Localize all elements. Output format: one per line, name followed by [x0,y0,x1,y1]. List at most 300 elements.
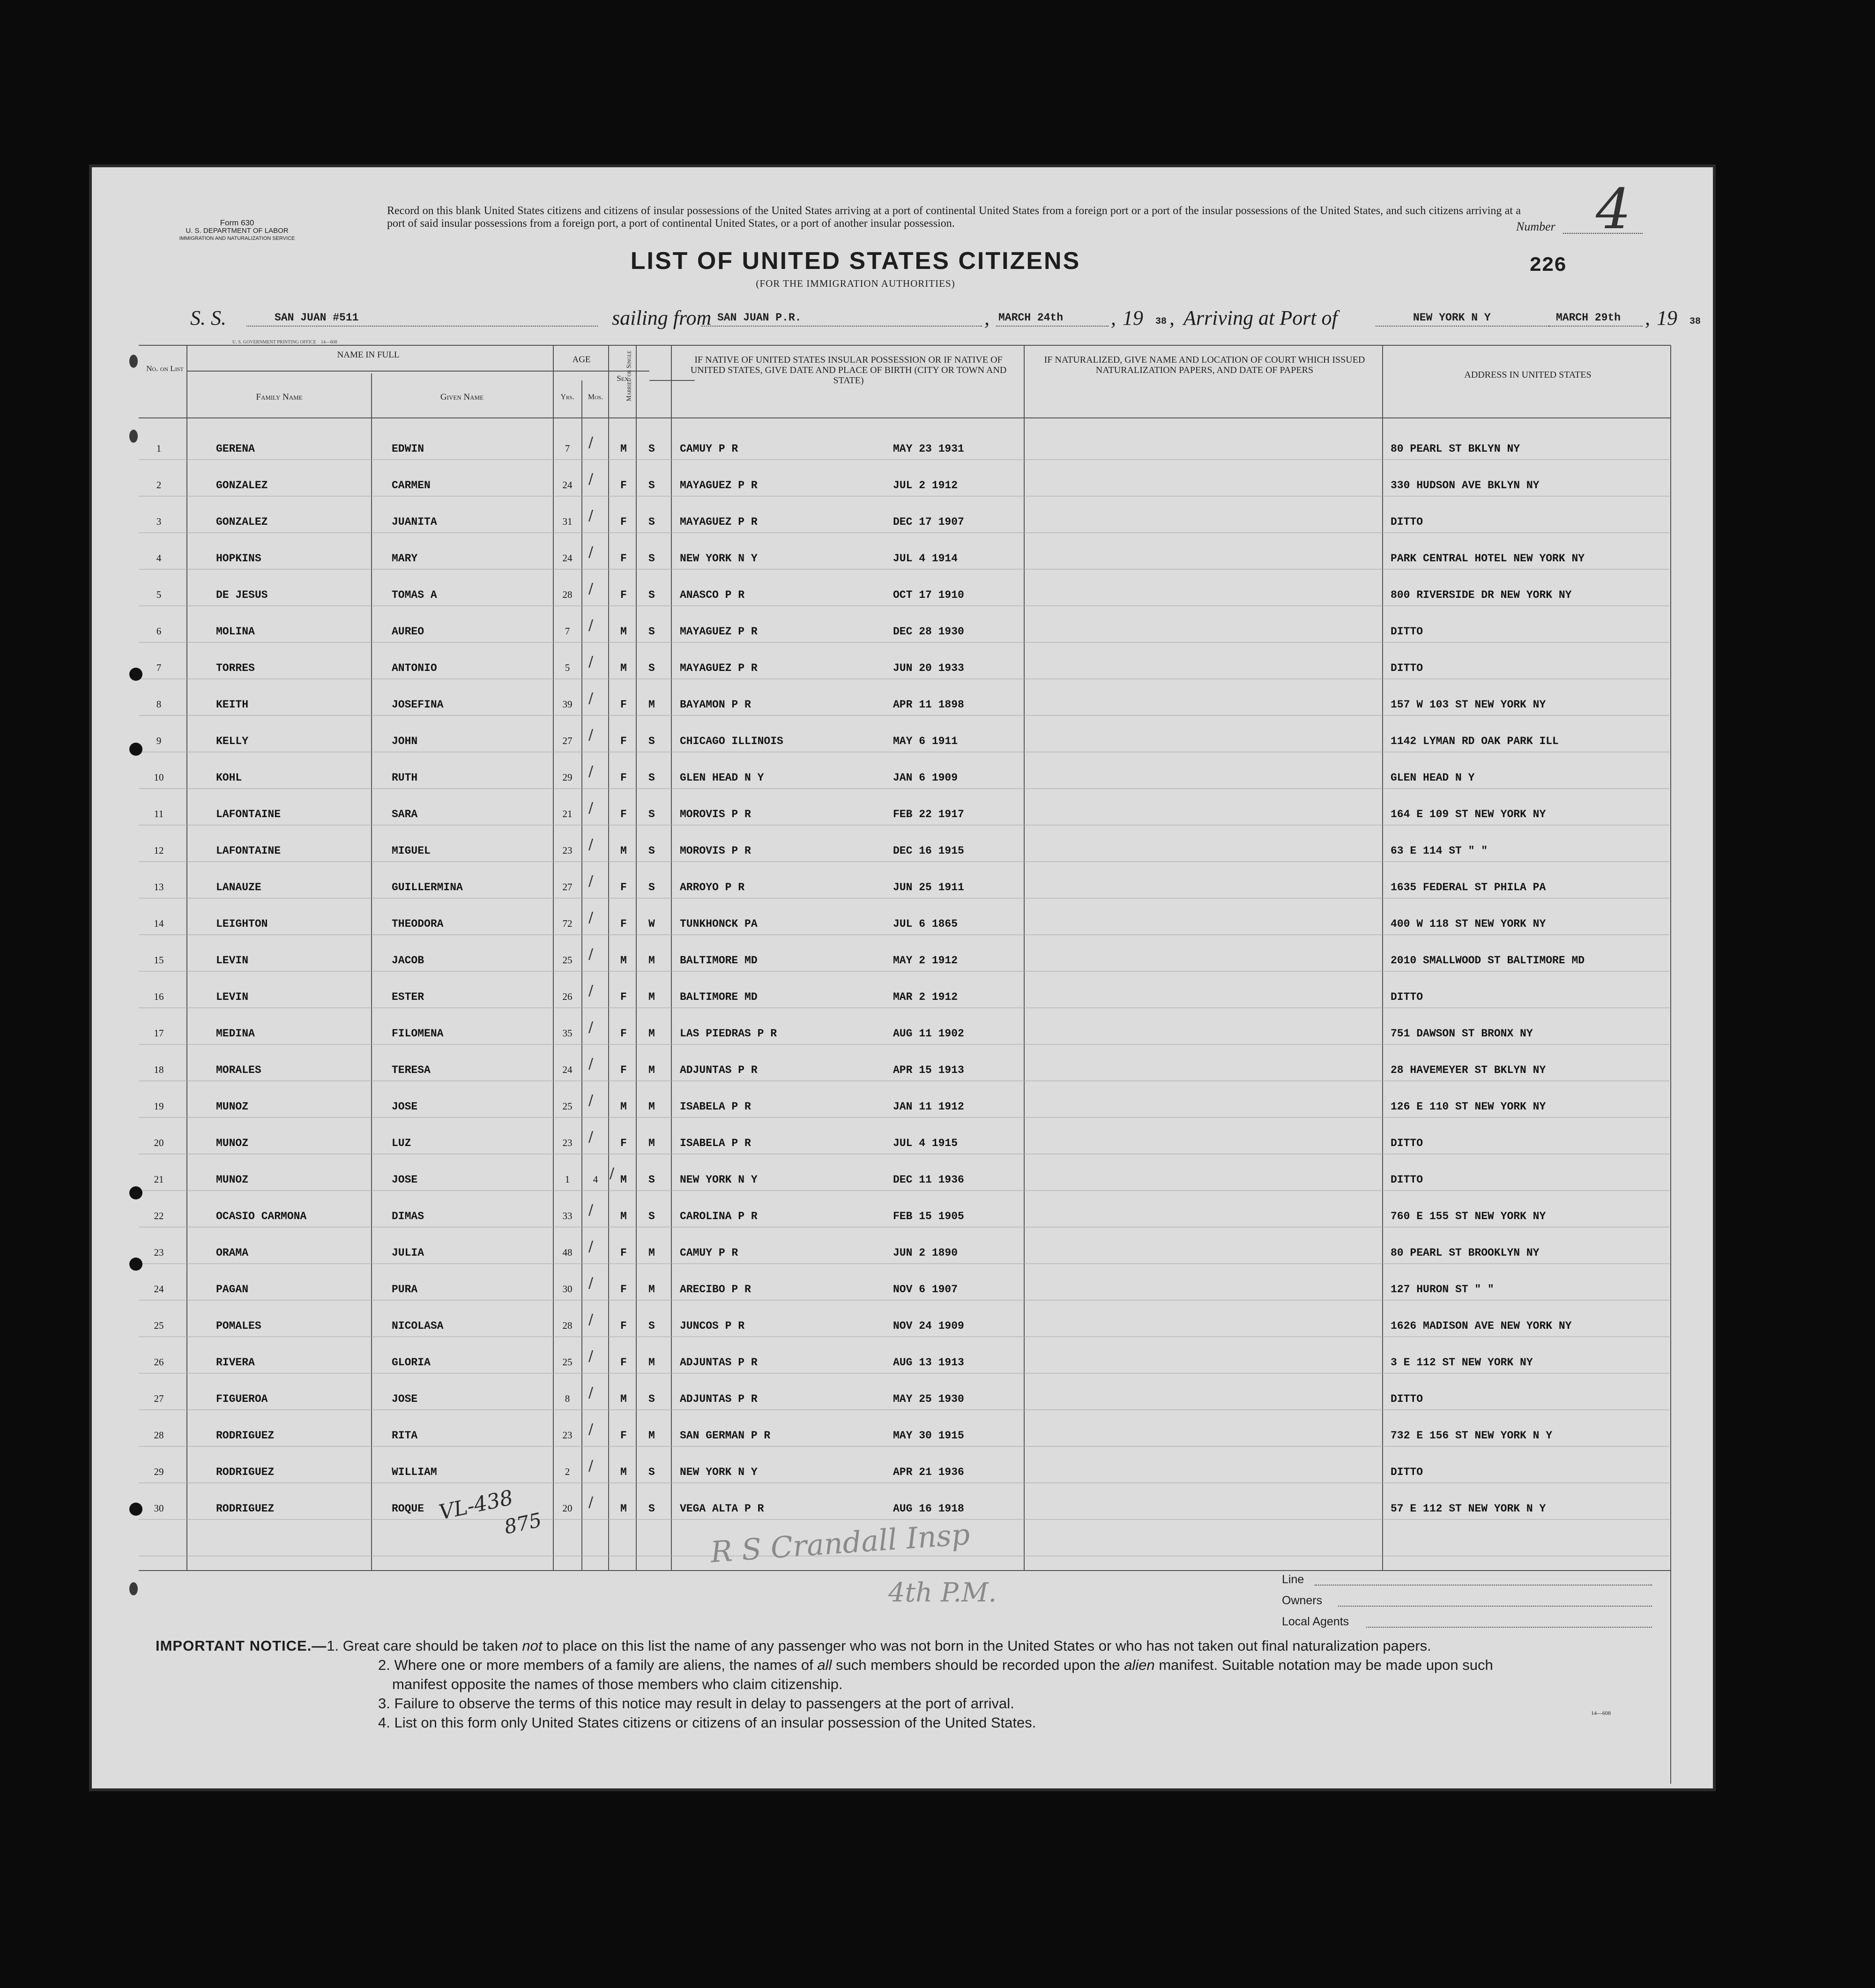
marital-status: S [648,808,655,820]
row-number: 22 [154,1210,164,1221]
family-name: MUNOZ [216,1101,249,1113]
age-years: 24 [562,552,573,564]
age-years: 24 [562,1064,573,1075]
marital-status: M [648,991,655,1003]
check-mark: / [588,727,594,743]
sex: M [620,845,627,857]
notice-heading: IMPORTANT NOTICE.— [156,1638,327,1654]
marital-status: M [648,1356,655,1369]
row-number: 30 [154,1503,164,1514]
birth-place: BALTIMORE MD [680,954,758,967]
birth-date: JUL 2 1912 [893,479,958,491]
marital-status: S [648,516,655,528]
check-mark: / [588,909,594,926]
address: 800 RIVERSIDE DR NEW YORK NY [1391,589,1572,601]
given-name: THEODORA [392,918,444,930]
age-years: 29 [562,772,573,783]
family-name: LANAUZE [216,881,261,893]
ship-name: SAN JUAN #511 [275,312,359,324]
birth-place: LAS PIEDRAS P R [680,1028,777,1040]
birth-place: BALTIMORE MD [680,991,758,1003]
address: DITTO [1391,516,1423,528]
family-name: MORALES [216,1064,261,1076]
punch-hole [129,1258,142,1271]
row-number: 25 [154,1320,164,1331]
punch-hole [129,1582,138,1595]
col-name-in-full: NAME IN FULL [337,350,400,360]
family-name: GERENA [216,443,255,455]
age-years: 25 [562,954,573,966]
row-number: 23 [154,1247,164,1258]
address: DITTO [1391,1137,1423,1149]
family-name: RODRIGUEZ [216,1466,275,1478]
row-number: 24 [154,1283,164,1295]
inspector-signature: R S Crandall Insp [709,1517,971,1570]
age-years: 26 [562,991,573,1002]
sex: F [620,1137,627,1149]
address: 1635 FEDERAL ST PHILA PA [1391,881,1546,893]
family-name: PAGAN [216,1283,249,1296]
check-mark: / [588,1385,594,1401]
check-mark: / [588,507,594,524]
address: 400 W 118 ST NEW YORK NY [1391,918,1546,930]
birth-date: APR 11 1898 [893,699,964,711]
birth-date: JUN 2 1890 [893,1247,958,1259]
age-years: 72 [562,918,573,929]
row-number: 13 [154,881,164,893]
sheet-number: 4 [1596,177,1631,241]
birth-place: CHICAGO ILLINOIS [680,735,783,747]
address: 80 PEARL ST BKLYN NY [1391,443,1520,455]
row-number: 8 [156,699,162,710]
family-name: FIGUEROA [216,1393,268,1405]
age-years: 25 [562,1356,573,1368]
birth-place: ISABELA P R [680,1137,751,1149]
printing-office: U. S. GOVERNMENT PRINTING OFFICE 14—608 [232,340,337,345]
birth-place: ADJUNTAS P R [680,1356,758,1369]
birth-date: JUL 6 1865 [893,918,958,930]
marital-status: S [648,735,655,747]
sequence-number: 226 [1529,254,1567,277]
age-years: 24 [562,479,573,491]
given-name: GUILLERMINA [392,881,463,893]
given-name: TOMAS A [392,589,437,601]
birth-place: MOROVIS P R [680,845,751,857]
birth-date: AUG 11 1902 [893,1028,964,1040]
check-mark: / [588,873,594,889]
check-mark: / [588,1494,594,1511]
given-name: NICOLASA [392,1320,444,1332]
sex: M [620,1503,627,1515]
age-months: 4 [593,1174,598,1185]
given-name: JULIA [392,1247,424,1259]
sex: F [620,479,627,491]
birth-place: SAN GERMAN P R [680,1430,771,1442]
given-name: JOSE [392,1174,418,1186]
age-years: 39 [562,699,573,710]
arrival-port: NEW YORK N Y [1413,312,1491,324]
marital-status: S [648,443,655,455]
check-mark: / [588,581,594,597]
check-mark: / [588,836,594,853]
address: DITTO [1391,1174,1423,1186]
col-given-name: Given Name [440,392,484,402]
birth-place: JUNCOS P R [680,1320,745,1332]
number-label: Number [1516,220,1555,233]
age-years: 7 [565,443,570,454]
depart-year-prefix: 19 [1123,306,1143,329]
family-name: HOPKINS [216,552,261,565]
birth-date: NOV 24 1909 [893,1320,964,1332]
age-years: 21 [562,808,573,819]
sex: M [620,662,627,674]
check-mark: / [588,1092,594,1109]
check-mark: / [588,471,594,487]
family-name: RODRIGUEZ [216,1503,275,1515]
sex: F [620,772,627,784]
birth-place: ADJUNTAS P R [680,1064,758,1076]
voyage-line: S. S. SAN JUAN #511 sailing from SAN JUAN P.R. , MARCH 24th , 19 38 , Arriving at Port of NEW YORK N Y MARCH 29th , 19 38 [190,306,1701,329]
age-years: 28 [562,1320,573,1331]
age-years: 33 [562,1210,573,1221]
row-number: 21 [154,1174,164,1185]
given-name: JOSEFINA [392,699,444,711]
family-name: KELLY [216,735,249,747]
row-number: 28 [154,1430,164,1441]
given-name: JOSE [392,1393,418,1405]
row-number: 19 [154,1101,164,1112]
birth-place: NEW YORK N Y [680,552,758,565]
family-name: OCASIO CARMONA [216,1210,307,1222]
handwritten-note: VL-438 [437,1485,515,1525]
sex: F [620,991,627,1003]
handwritten-time: 4th P.M. [888,1578,997,1608]
address: DITTO [1391,662,1423,674]
birth-date: MAY 25 1930 [893,1393,964,1405]
given-name: LUZ [392,1137,411,1149]
local-agents-label: Local Agents [1282,1615,1349,1628]
col-address: ADDRESS IN UNITED STATES [1464,370,1592,380]
marital-status: S [648,552,655,565]
marital-status: M [648,954,655,967]
birth-date: APR 15 1913 [893,1064,964,1076]
age-years: 23 [562,1137,573,1148]
birth-place: TUNKHONCK PA [680,918,758,930]
sex: F [620,1430,627,1442]
from-port: SAN JUAN P.R. [717,312,802,324]
family-name: RIVERA [216,1356,255,1369]
family-name: RODRIGUEZ [216,1430,275,1442]
given-name: WILLIAM [392,1466,437,1478]
marital-status: M [648,1430,655,1442]
arriving-label: Arriving at Port of [1183,306,1338,329]
check-mark: / [588,690,594,707]
check-mark: / [588,1275,594,1291]
birth-date: FEB 22 1917 [893,808,964,820]
birth-place: GLEN HEAD N Y [680,772,764,784]
sex: F [620,1356,627,1369]
manifest-sheet: Form 630 U. S. DEPARTMENT OF LABOR IMMIGRATION AND NATURALIZATION SERVICE Record on this blank United States citizens and citizens of insular possessions of the United States arriving at a port of continental United States from a foreign port or a port of the insular possessions of the United States, and such citizens arriving at a port of said insular possessions from a foreign port, a port of continental United States, or a port of another insular possession. Number 4 LIST OF UNITED STATES CITIZENS (FOR THE IMMIGRATION AUTHORITIES) 226 S. S. SAN JUAN #511 sailing from SAN JUAN P.R. , MARCH 24th , 19 38 , Arriving at Port of NEW YORK N Y MARCH 29th , 19 38 U. S. GOVERNMENT PRINTING OFFICE 14—608 No. on List NAME IN FULL Family Name Given Name AGE Yrs. Mos. Sex Married or Single IF NATIVE OF UNITED STATES INSULAR POSSESSION OR IF NATIVE OF UNITED STATES, GIVE DATE AND PLACE OF BIRTH (CITY OR TOWN AND STATE) IF NATURALIZED, GIVE NAME AND LOCATION OF COURT WHICH ISSUED NATURALIZATION PAPERS, AND DATE OF PAPERS ADDRESS IN UNITED STATES 1 GERENA EDWIN 7 M S CAMUY P R MAY 23 1931 80 PEARL ST BKLYN NY / 2 GONZALEZ CARMEN 24 F S MAYAGUEZ P R JUL 2 1912 330 HUDSON AVE BKLYN NY / 3 GONZALEZ JUANITA 31 F S MAYAGUEZ P R DEC 17 1907 DITTO / 4 HOPKINS MARY 24 F S NEW YORK N Y JUL 4 1914 PARK CENTRAL HOTEL NEW YORK NY / 5 DE JESUS TOMAS A 28 F S ANASCO P R OCT 17 1910 800 RIVERSIDE DR NEW YORK NY / 6 MOLINA AUREO 7 M S MAYAGUEZ P R DEC 28 1930 DITTO / 7 TORRES ANTONIO 5 M S MAYAGUEZ P R JUN 20 1933 DITTO / 8 KEITH JOSEFINA 39 F M BAYAMON P R APR 11 1898 157 W 103 ST NEW YORK NY / 9 KELLY JOHN 27 F S CHICAGO ILLINOIS MAY 6 1911 1142 LYMAN RD OAK PARK ILL / 10 KOHL RUTH 29 F S GLEN HEAD N Y JAN 6 1909 GLEN HEAD N Y / 11 LAFONTAINE SARA 21 F S MOROVIS P R FEB 22 1917 164 E 109 ST NEW YORK NY / 12 LAFONTAINE MIGUEL 23 M S MOROVIS P R DEC 16 1915 63 E 114 ST " " / 13 LANAUZE GUILLERMINA 27 F S ARROYO P R JUN 25 1911 1635 FEDERAL ST PHILA PA / 14 LEIGHTON THEODORA 72 F W TUNKHONCK PA JUL 6 1865 400 W 118 ST NEW YORK NY / 15 LEVIN JACOB 25 M M BALTIMORE MD MAY 2 1912 2010 SMALLWOOD ST BALTIMORE MD / 16 LEVIN ESTER 26 F M BALTIMORE MD MAR 2 1912 DITTO / 17 MEDINA FILOMENA 35 F M LAS PIEDRAS P R AUG 11 1902 751 DAWSON ST BRONX NY / 18 MORALES TERESA 24 F M ADJUNTAS P R APR 15 1913 28 HAVEMEYER ST BKLYN NY / 19 MUNOZ JOSE 25 M M ISABELA P R JAN 11 1912 126 E 110 ST NEW YORK NY / 20 MUNOZ LUZ 23 F M ISABELA P R JUL 4 1915 DITTO / 21 MUNOZ JOSE 1 4 M S NEW YORK N Y DEC 11 1936 DITTO / 22 OCASIO CARMONA DIMAS 33 M S CAROLINA P R FEB 15 1905 760 E 155 ST NEW YORK NY / 23 ORAMA JULIA 48 F M CAMUY P R JUN 2 1890 80 PEARL ST BROOKLYN NY / 24 PAGAN PURA 30 F M ARECIBO P R NOV 6 1907 127 HURON ST " " / 25 POMALES NICOLASA 28 F S JUNCOS P R NOV 24 1909 1626 MADISON AVE NEW YORK NY / 26 RIVERA GLORIA 25 F M ADJUNTAS P R AUG 13 1913 3 E 112 ST NEW YORK NY / 27 FIGUEROA JOSE 8 M S ADJUNTAS P R MAY 25 1930 DITTO / 28 RODRIGUEZ RITA 23 F M SAN GERMAN P R MAY 30 1915 732 E 156 ST NEW YORK N Y / 29 RODRIGUEZ WILLIAM 2 M S NEW YORK N Y APR 21 1936 DITTO / 30 RODRIGUEZ ROQUE 20 M S VEGA ALTA P R AUG 16 1918 57 E 112 ST NEW YORK N Y / VL-438 875 R S Crandall Insp 4th P.M. Line Owners Local Agents IMPORTANT NOTICE.—1. Great care should be taken not to place on this list the name of any passenger who was not born in the United States or who has not taken out final naturalization papers. 2. Where one or more members of a family are aliens, the names of all such members should be recorded upon the alien manifest. Suitable notation may be made upon such manifest opposite the names of those members who claim citizenship. 3. Failure to observe the terms of this notice may result in delay to passengers at the port of arrival. 4. List on this form only United States citizens or citizens of an insular possession of the United States. 14—608 [92,167,1713,1788]
family-name: LEVIN [216,991,249,1003]
depart-year: 38 [1155,316,1167,327]
family-name: ORAMA [216,1247,249,1259]
col-sex: Sex [617,374,629,383]
birth-date: MAY 2 1912 [893,954,958,967]
birth-place: ANASCO P R [680,589,745,601]
col-age: AGE [572,355,591,365]
marital-status: S [648,772,655,784]
birth-date: JUL 4 1914 [893,552,958,565]
arrival-year: 38 [1689,316,1701,327]
family-name: LEVIN [216,954,249,967]
given-name: JOHN [392,735,418,747]
marital-status: S [648,1210,655,1222]
age-years: 5 [565,662,570,673]
age-years: 28 [562,589,573,600]
row-number: 2 [156,479,162,491]
row-number: 11 [154,808,164,819]
given-name: GLORIA [392,1356,431,1369]
family-name: LAFONTAINE [216,808,281,820]
sex: F [620,699,627,711]
age-years: 31 [562,516,573,527]
form-code: 14—608 [1591,1710,1611,1716]
given-name: JACOB [392,954,424,967]
sex: F [620,808,627,820]
given-name: FILOMENA [392,1028,444,1040]
preamble-text: Record on this blank United States citizens and citizens of insular possessions of the United States arriving at a port of continental United States from a foreign port or a port of the insular possessions of the United States, and such citizens arriving at a port of said insular possessions from a foreign port, a port of continental United States, or a port of another insular possession. [387,205,1521,230]
punch-hole [129,1503,142,1516]
sex: F [620,589,627,601]
arrival-year-prefix: 19 [1657,306,1677,329]
marital-status: S [648,662,655,674]
sex: F [620,1028,627,1040]
birth-date: DEC 16 1915 [893,845,964,857]
address: 1626 MADISON AVE NEW YORK NY [1391,1320,1572,1332]
address: 164 E 109 ST NEW YORK NY [1391,808,1546,820]
sex: M [620,1174,627,1186]
birth-place: MAYAGUEZ P R [680,625,758,638]
marital-status: S [648,625,655,638]
address: 157 W 103 ST NEW YORK NY [1391,699,1546,711]
given-name: SARA [392,808,418,820]
address: 57 E 112 ST NEW YORK N Y [1391,1503,1546,1515]
row-number: 18 [154,1064,164,1075]
given-name: ANTONIO [392,662,437,674]
given-name: RUTH [392,772,418,784]
marital-status: S [648,479,655,491]
row-number: 12 [154,845,164,856]
age-years: 1 [565,1174,570,1185]
age-years: 27 [562,735,573,746]
age-years: 25 [562,1101,573,1112]
marital-status: M [648,699,655,711]
sex: F [620,918,627,930]
age-years: 20 [562,1503,573,1514]
age-years: 7 [565,625,570,637]
birth-place: VEGA ALTA P R [680,1503,764,1515]
sex: F [620,1320,627,1332]
given-name: CARMEN [392,479,431,491]
marital-status: M [648,1247,655,1259]
row-number: 4 [156,552,162,564]
address: 126 E 110 ST NEW YORK NY [1391,1101,1546,1113]
birth-place: ISABELA P R [680,1101,751,1113]
family-name: MUNOZ [216,1137,249,1149]
check-mark: / [588,946,594,962]
punch-hole [129,743,142,756]
check-mark: / [588,1019,594,1035]
birth-place: MAYAGUEZ P R [680,516,758,528]
given-name: PURA [392,1283,418,1296]
given-name: JUANITA [392,516,437,528]
given-name: EDWIN [392,443,424,455]
arrival-date: MARCH 29th [1556,312,1621,324]
col-birth: IF NATIVE OF UNITED STATES INSULAR POSSESSION OR IF NATIVE OF UNITED STATES, GIVE DATE AND PLACE OF BIRTH (CITY OR TOWN AND STATE) [690,355,1007,386]
birth-date: DEC 17 1907 [893,516,964,528]
marital-status: S [648,881,655,893]
birth-date: DEC 11 1936 [893,1174,964,1186]
punch-hole [129,355,138,368]
address: 732 E 156 ST NEW YORK N Y [1391,1430,1553,1442]
address: DITTO [1391,1393,1423,1405]
check-mark: / [610,1165,615,1182]
birth-date: FEB 15 1905 [893,1210,964,1222]
birth-date: MAY 30 1915 [893,1430,964,1442]
family-name: MUNOZ [216,1174,249,1186]
sex: M [620,443,627,455]
form-number: Form 630 [220,218,254,227]
row-number: 15 [154,954,164,966]
marital-status: M [648,1101,655,1113]
punch-hole [129,668,142,681]
age-years: 27 [562,881,573,893]
check-mark: / [588,654,594,670]
birth-place: MAYAGUEZ P R [680,479,758,491]
marital-status: S [648,1503,655,1515]
address: 760 E 155 ST NEW YORK NY [1391,1210,1546,1222]
age-years: 30 [562,1283,573,1295]
family-name: TORRES [216,662,255,674]
family-name: KEITH [216,699,249,711]
check-mark: / [588,1311,594,1328]
age-years: 2 [565,1466,570,1477]
row-number: 17 [154,1028,164,1039]
birth-place: MOROVIS P R [680,808,751,820]
address: 28 HAVEMEYER ST BKLYN NY [1391,1064,1546,1076]
family-name: GONZALEZ [216,516,268,528]
age-years: 8 [565,1393,570,1404]
line-label: Line [1282,1573,1304,1586]
birth-date: APR 21 1936 [893,1466,964,1478]
row-number: 16 [154,991,164,1002]
row-number: 5 [156,589,162,600]
birth-date: AUG 13 1913 [893,1356,964,1369]
birth-place: ARECIBO P R [680,1283,751,1296]
address: 330 HUDSON AVE BKLYN NY [1391,479,1540,491]
birth-place: MAYAGUEZ P R [680,662,758,674]
birth-place: BAYAMON P R [680,699,751,711]
marital-status: S [648,1466,655,1478]
address: 1142 LYMAN RD OAK PARK ILL [1391,735,1559,747]
col-family-name: Family Name [256,392,303,402]
col-naturalized: IF NATURALIZED, GIVE NAME AND LOCATION OF COURT WHICH ISSUED NATURALIZATION PAPERS, AND DATE OF PAPERS [1044,355,1365,375]
address: 63 E 114 ST " " [1391,845,1488,857]
row-number: 14 [154,918,164,929]
page-subtitle: (FOR THE IMMIGRATION AUTHORITIES) [756,278,955,289]
sex: F [620,516,627,528]
check-mark: / [588,1238,594,1255]
birth-date: NOV 6 1907 [893,1283,958,1296]
family-name: KOHL [216,772,242,784]
check-mark: / [588,800,594,816]
sex: M [620,1101,627,1113]
family-name: MEDINA [216,1028,255,1040]
birth-place: CAMUY P R [680,1247,738,1259]
handwritten-note-2: 875 [502,1508,544,1539]
department: U. S. DEPARTMENT OF LABOR [186,227,289,235]
birth-date: JAN 11 1912 [893,1101,964,1113]
check-mark: / [588,1056,594,1072]
marital-status: S [648,1174,655,1186]
sex: M [620,1210,627,1222]
birth-date: JAN 6 1909 [893,772,958,784]
sex: F [620,1283,627,1296]
sex: F [620,1247,627,1259]
row-number: 20 [154,1137,164,1148]
address: 127 HURON ST " " [1391,1283,1494,1296]
given-name: MARY [392,552,418,565]
given-name: JOSE [392,1101,418,1113]
birth-date: AUG 16 1918 [893,1503,964,1515]
given-name: RITA [392,1430,418,1442]
col-no: No. on List [146,364,184,373]
check-mark: / [588,1458,594,1474]
birth-place: ARROYO P R [680,881,745,893]
row-number: 7 [156,662,162,673]
birth-date: JUN 25 1911 [893,881,964,893]
sex: M [620,1393,627,1405]
punch-hole [129,430,138,443]
row-number: 9 [156,735,162,746]
check-mark: / [588,1421,594,1437]
age-years: 35 [562,1028,573,1039]
sex: F [620,735,627,747]
check-mark: / [588,983,594,999]
sex: M [620,1466,627,1478]
address: 751 DAWSON ST BRONX NY [1391,1028,1533,1040]
sailing-label: sailing from [612,306,712,329]
address: 2010 SMALLWOOD ST BALTIMORE MD [1391,954,1585,967]
given-name: ESTER [392,991,424,1003]
marital-status: S [648,845,655,857]
family-name: LAFONTAINE [216,845,281,857]
address: 80 PEARL ST BROOKLYN NY [1391,1247,1540,1259]
owners-label: Owners [1282,1594,1323,1607]
marital-status: M [648,1064,655,1076]
family-name: POMALES [216,1320,261,1332]
birth-date: MAY 6 1911 [893,735,958,747]
ss-label: S. S. [190,306,226,329]
address: 3 E 112 ST NEW YORK NY [1391,1356,1533,1369]
col-married-single: Married or Single [625,350,633,402]
col-mos: Mos. [588,393,603,401]
family-name: MOLINA [216,625,255,638]
check-mark: / [588,544,594,560]
marital-status: S [648,1320,655,1332]
given-name: DIMAS [392,1210,424,1222]
birth-place: NEW YORK N Y [680,1466,758,1478]
